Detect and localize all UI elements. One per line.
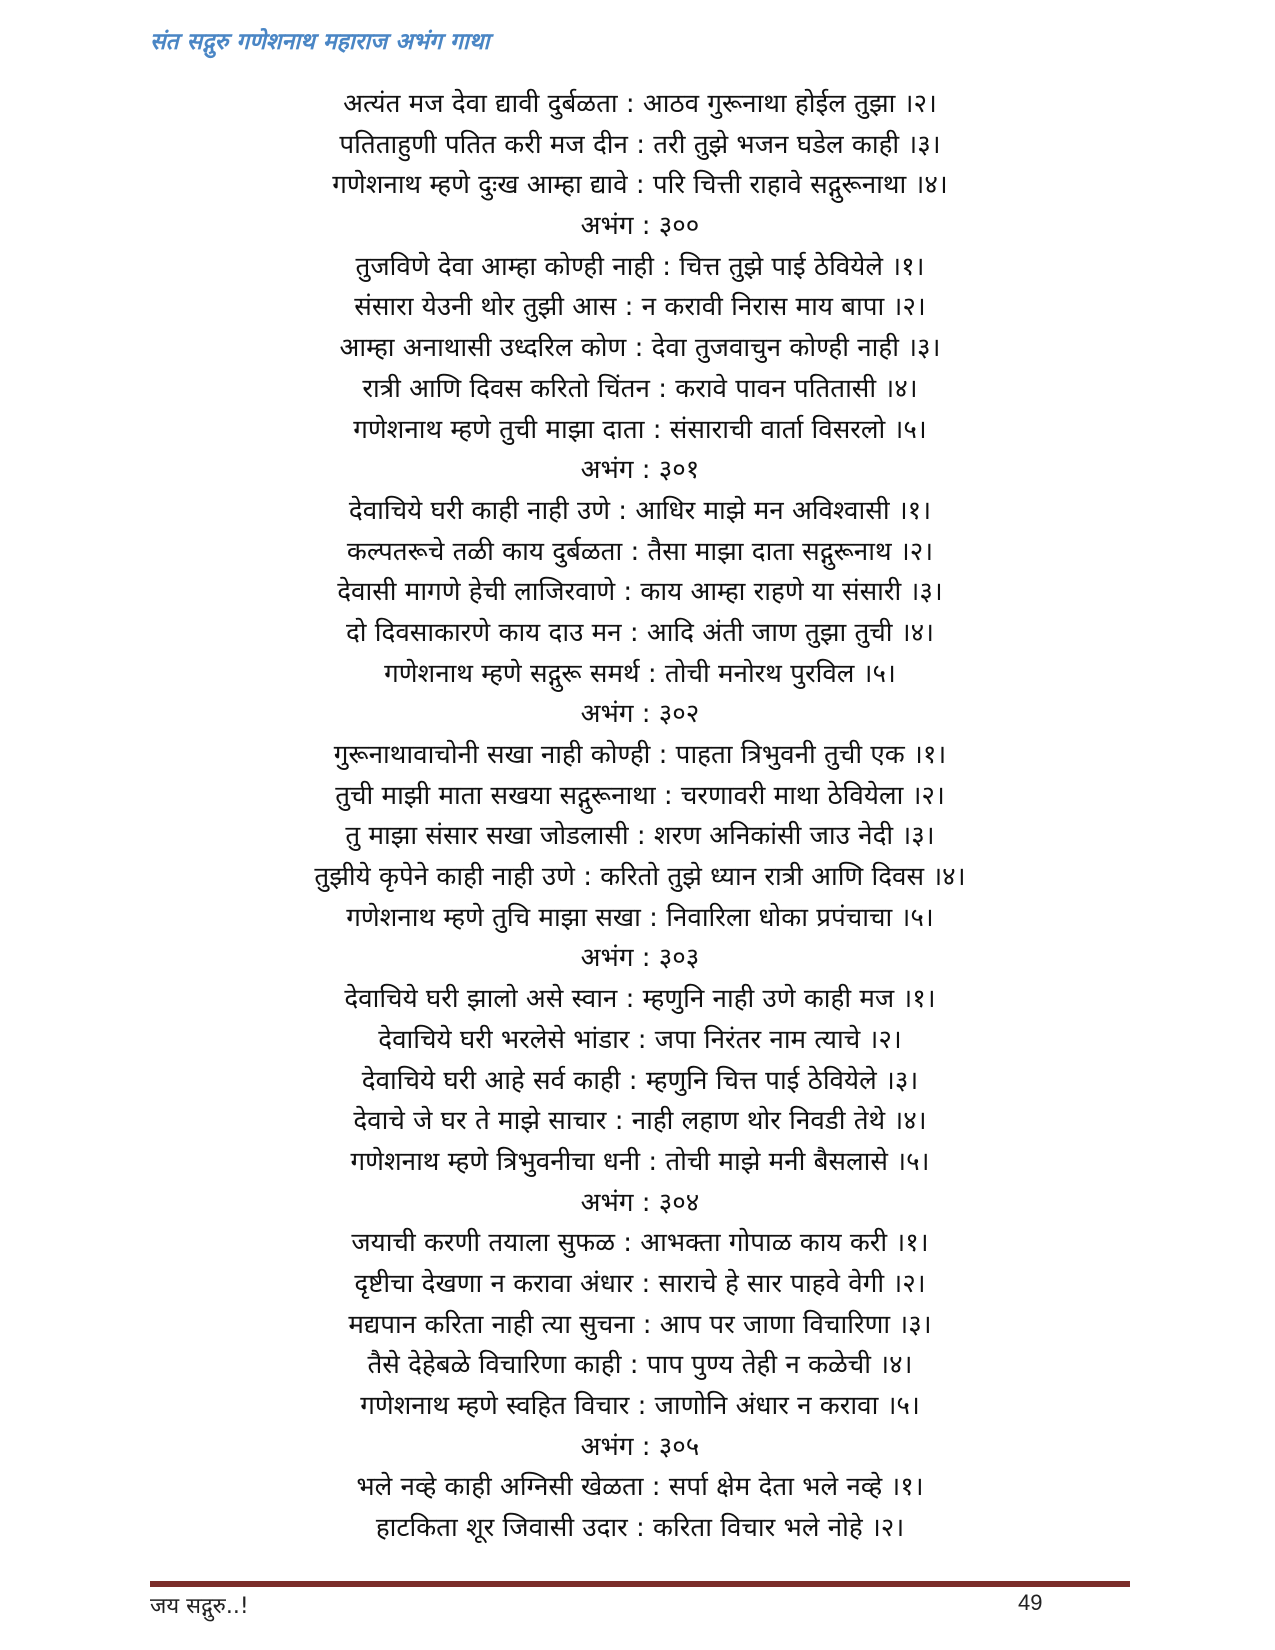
abhang-heading: अभंग : ३०४ [580, 1187, 700, 1218]
verse-line: गुरूनाथावाचोनी सखा नाही कोण्ही : पाहता त्रिभुवनी तुची एक ।१। [333, 740, 947, 770]
abhang-text-body [150, 84, 1130, 1549]
abhang-heading: अभंग : ३०३ [580, 943, 700, 974]
verse-line: देवाचे जे घर ते माझे साचार : नाही लहाण थोर निवडी तेथे ।४। [353, 1106, 927, 1137]
verse-line: गणेशनाथ म्हणे स्वहित विचार : जाणोनि अंधार न करावा ।५। [360, 1391, 920, 1421]
page-number: 49 [1018, 1590, 1043, 1615]
verse-line: गणेशनाथ म्हणे दुःख आम्हा द्यावे : परि चित्ती राहावे सद्गुरूनाथा ।४। [332, 170, 948, 201]
verse-line: देवाचिये घरी भरलेसे भांडार : जपा निरंतर नाम त्याचे ।२। [378, 1024, 902, 1055]
verse-line: तुजविणे देवा आम्हा कोण्ही नाही : चित्त तुझे पाई ठेवियेले ।१। [355, 251, 925, 282]
verse-line: गणेशनाथ म्हणे तुचि माझा सखा : निवारिला धोका प्रपंचाचा ।५। [346, 902, 934, 933]
verse-line: देवाचिये घरी आहे सर्व काही : म्हणुनि चित्त पाई ठेवियेले ।३। [361, 1065, 919, 1096]
footer-divider [150, 1581, 1130, 1587]
verse-line: गणेशनाथ म्हणे सद्गुरू समर्थ : तोची मनोरथ पुरविल ।५। [384, 658, 896, 689]
verse-line: भले नव्हे काही अग्निसी खेळता : सर्पा क्षेम देता भले नव्हे ।१। [356, 1472, 924, 1503]
verse-line: कल्पतरूचे तळी काय दुर्बळता : तैसा माझा दाता सद्गुरूनाथ ।२। [346, 536, 934, 567]
verse-line: दो दिवसाकारणे काय दाउ मन : आदि अंती जाण तुझा तुची ।४। [345, 617, 935, 648]
verse-line: तैसे देहेबळे विचारिणा काही : पाप पुण्य तेही न कळेची ।४। [367, 1350, 913, 1381]
page-header-title: संत सद्गुरु गणेशनाथ महाराज अभंग गाथा [150, 29, 490, 55]
verse-line: तुझीये कृपेने काही नाही उणे : करितो तुझे ध्यान रात्री आणि दिवस ।४। [314, 862, 966, 893]
verse-line: आम्हा अनाथासी उध्दरिल कोण : देवा तुजवाचुन कोण्ही नाही ।३। [339, 333, 941, 364]
abhang-heading: अभंग : ३०२ [580, 699, 700, 730]
verse-line: अत्यंत मज देवा द्यावी दुर्बळता : आठव गुरूनाथा होईल तुझा ।२। [343, 89, 937, 119]
footer-text: जय सद्गुरु..! [150, 1594, 249, 1619]
verse-line: देवाचिये घरी काही नाही उणे : आधिर माझे मन अविश्वासी ।१। [348, 495, 932, 526]
verse-line: दृष्टीचा देखणा न करावा अंधार : साराचे हे सार पाहवे वेगी ।२। [354, 1268, 926, 1299]
verse-line: जयाची करणी तयाला सुफळ : आभक्ता गोपाळ काय करी ।१। [351, 1228, 929, 1259]
verse-line: संसारा येउनी थोर तुझी आस : न करावी निरास माय बापा ।२। [354, 292, 926, 323]
abhang-heading: अभंग : ३०० [580, 211, 700, 242]
verse-line: देवासी मागणे हेची लाजिरवाणे : काय आम्हा राहणे या संसारी ।३। [337, 577, 943, 608]
verse-line: मद्यपान करिता नाही त्या सुचना : आप पर जाणा विचारिणा ।३। [348, 1309, 932, 1340]
verse-line: तुची माझी माता सखया सद्गुरूनाथा : चरणावरी माथा ठेवियेला ।२। [335, 780, 945, 811]
verse-line: हाटकिता शूर जिवासी उदार : करिता विचार भले नोहे ।२। [375, 1513, 905, 1544]
verse-line: तु माझा संसार सखा जोडलासी : शरण अनिकांसी जाउ नेदी ।३। [345, 821, 935, 852]
verse-line: रात्री आणि दिवस करितो चिंतन : करावे पावन पतितासी ।४। [362, 373, 918, 404]
abhang-heading: अभंग : ३०५ [580, 1431, 700, 1462]
abhang-heading: अभंग : ३०१ [580, 455, 700, 486]
verse-line: गणेशनाथ म्हणे त्रिभुवनीचा धनी : तोची माझे मनी बैसलासे ।५। [350, 1146, 930, 1177]
verse-line: पतिताहुणी पतित करी मज दीन : तरी तुझे भजन घडेल काही ।३। [339, 129, 941, 160]
verse-line: गणेशनाथ म्हणे तुची माझा दाता : संसाराची वार्ता विसरलो ।५। [353, 414, 927, 445]
verse-line: देवाचिये घरी झालो असे स्वान : म्हणुनि नाही उणे काही मज ।१। [344, 984, 936, 1015]
